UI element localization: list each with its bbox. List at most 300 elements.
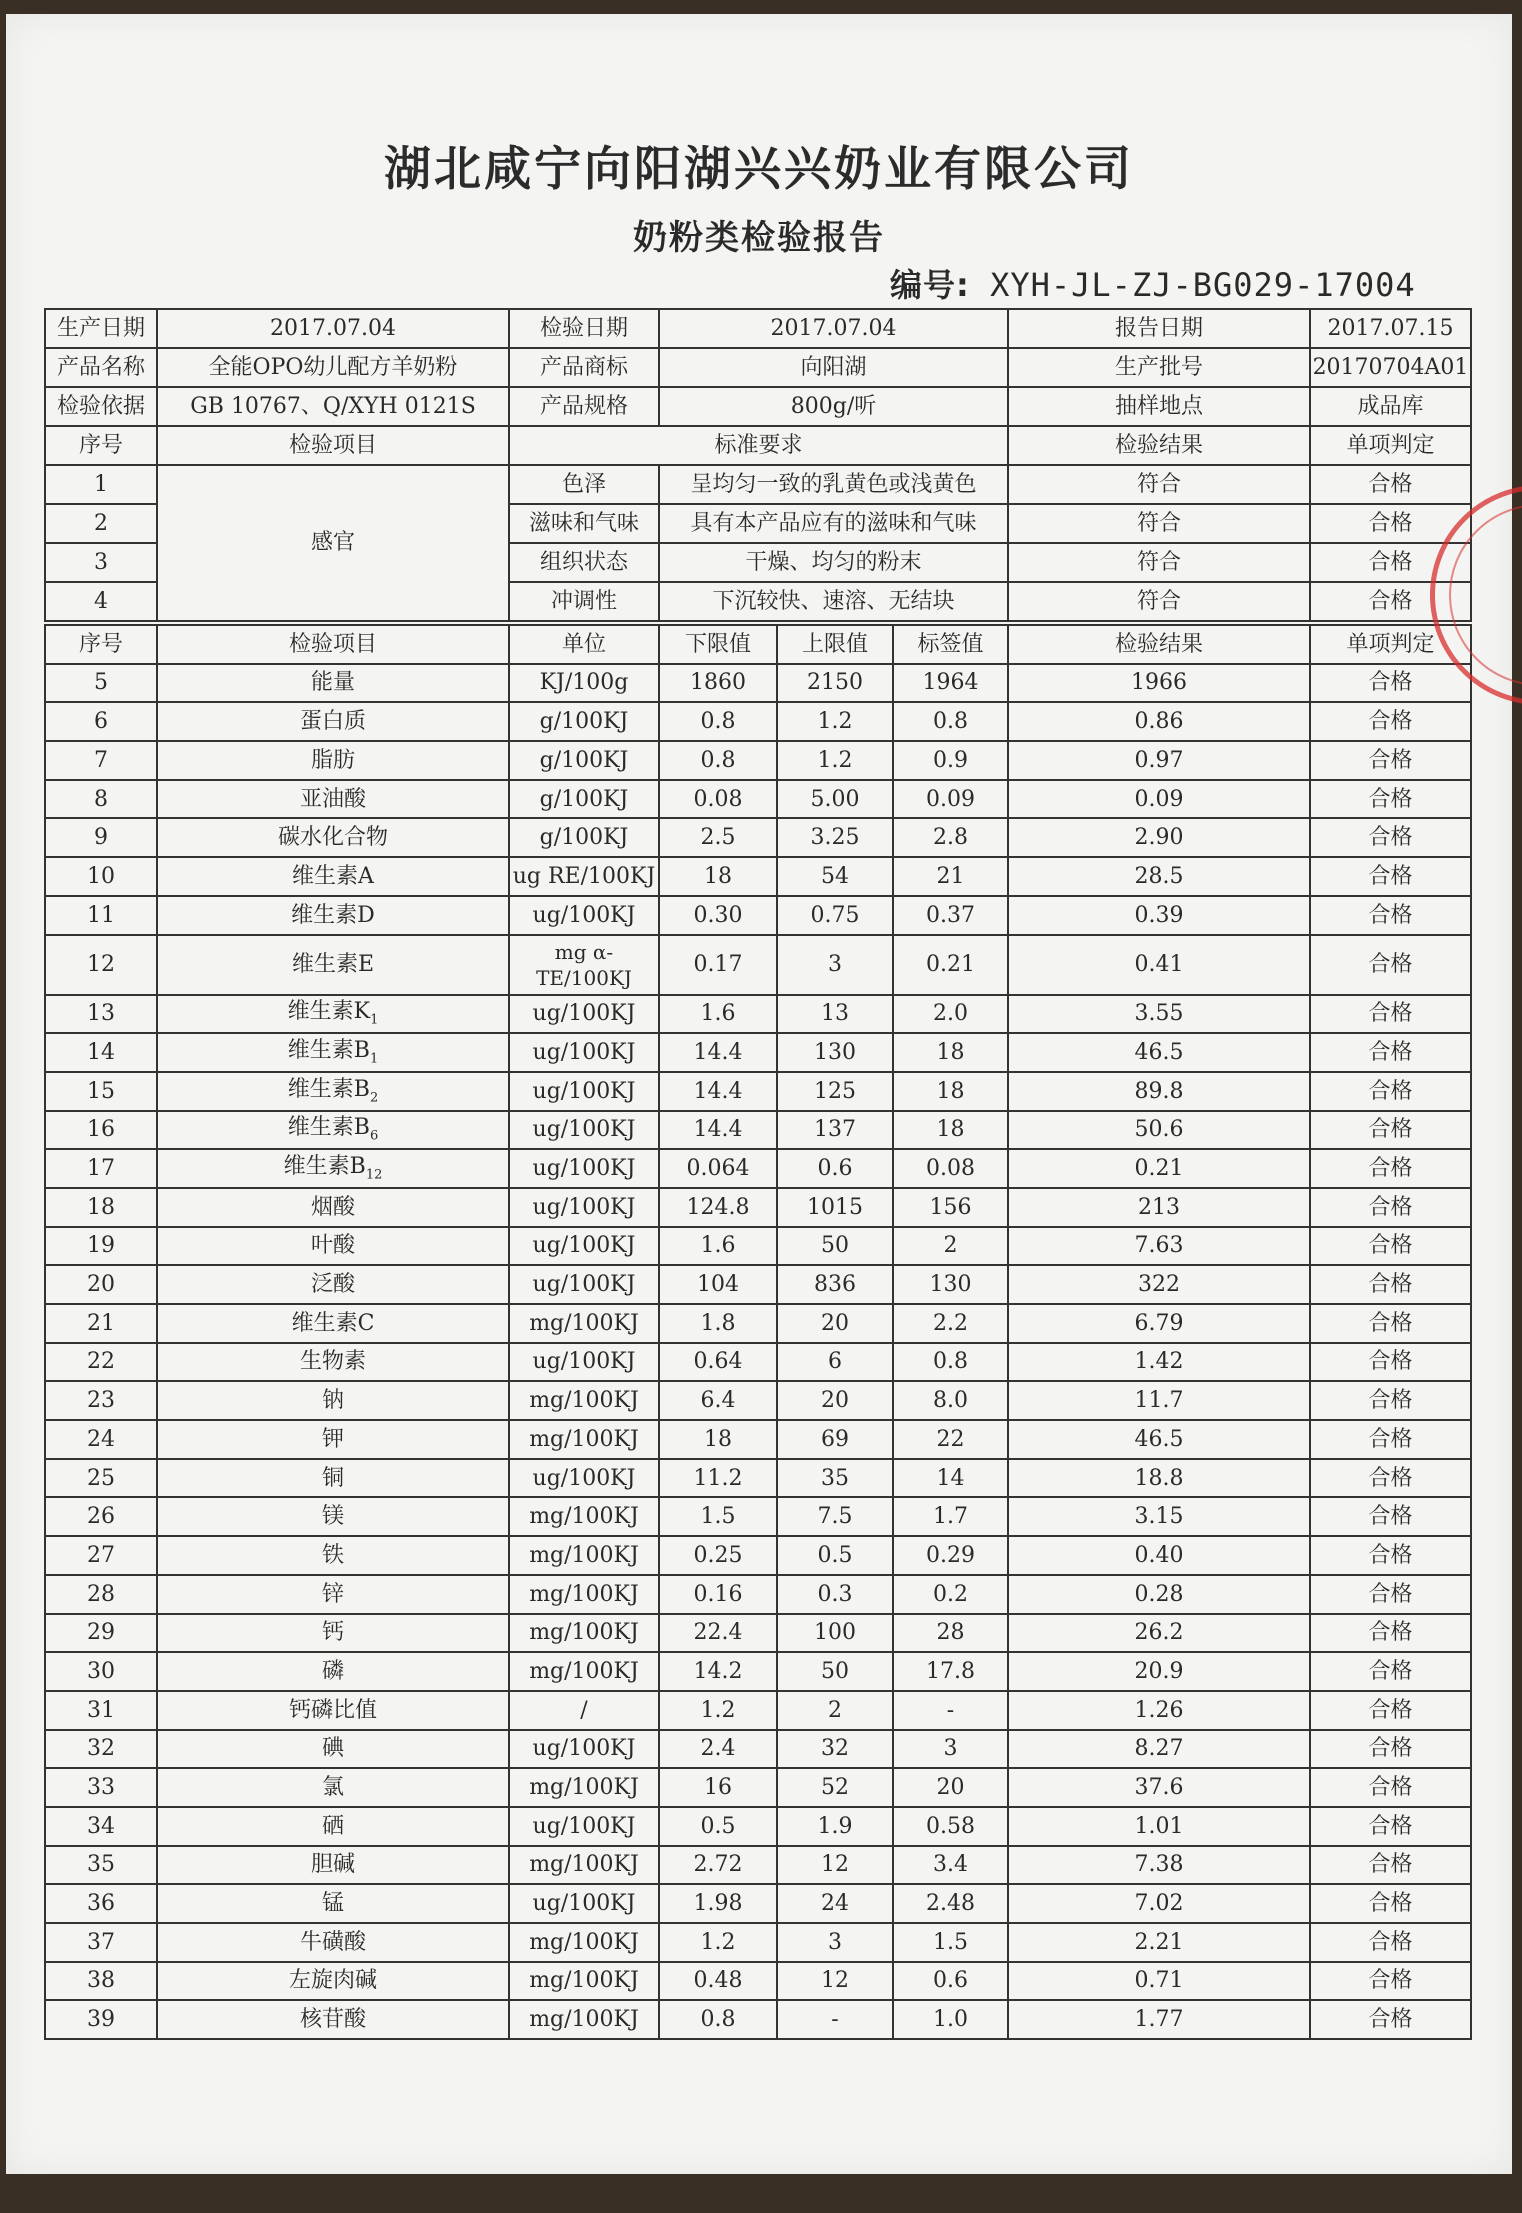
test-result: 7.02 [1008, 1884, 1310, 1923]
report-date-label: 报告日期 [1008, 309, 1310, 348]
verdict: 合格 [1310, 1149, 1471, 1188]
label-value: 2.48 [893, 1884, 1008, 1923]
row-number: 25 [45, 1459, 157, 1498]
upper-limit: 3 [777, 935, 893, 995]
label-value: 0.8 [893, 1343, 1008, 1382]
verdict: 合格 [1310, 1614, 1471, 1653]
upper-limit: 7.5 [777, 1497, 893, 1536]
nutrient-row [45, 1188, 1471, 1227]
test-result: 46.5 [1008, 1033, 1310, 1072]
label-value: 18 [893, 1072, 1008, 1111]
label-value: 0.2 [893, 1575, 1008, 1614]
sensory-requirement: 具有本产品应有的滋味和气味 [659, 504, 1008, 543]
label-value: 8.0 [893, 1381, 1008, 1420]
test-item [157, 857, 509, 896]
label-value: 0.37 [893, 896, 1008, 935]
lower-limit: 22.4 [659, 1614, 777, 1653]
lower-limit: 0.17 [659, 935, 777, 995]
upper-limit: 137 [777, 1111, 893, 1150]
upper-limit: 13 [777, 995, 893, 1034]
upper-limit: 52 [777, 1768, 893, 1807]
verdict: 合格 [1310, 995, 1471, 1034]
unit: mg/100KJ [509, 1575, 659, 1614]
verdict: 合格 [1310, 1962, 1471, 2001]
lower-limit: 1.2 [659, 1923, 777, 1962]
upper-limit: 130 [777, 1033, 893, 1072]
lower-limit: 0.25 [659, 1536, 777, 1575]
nutrient-row [45, 1846, 1471, 1885]
sensory-attribute: 滋味和气味 [509, 504, 659, 543]
test-item-name: 维生素B [287, 1076, 370, 1102]
upper-limit: 35 [777, 1459, 893, 1498]
row-number: 13 [45, 995, 157, 1034]
row-number: 15 [45, 1072, 157, 1111]
test-item [157, 702, 509, 741]
label-value: 28 [893, 1614, 1008, 1653]
nutrient-row [45, 995, 1471, 1034]
unit: mg/100KJ [509, 1381, 659, 1420]
nutrient-row [45, 1459, 1471, 1498]
upper-limit: 0.6 [777, 1149, 893, 1188]
label-value: 2.0 [893, 995, 1008, 1034]
upper-limit: 24 [777, 1884, 893, 1923]
serial-value: XYH-JL-ZJ-BG029-17004 [990, 266, 1416, 304]
info-row [45, 309, 1471, 348]
unit: g/100KJ [509, 741, 659, 780]
test-item [157, 1536, 509, 1575]
upper-limit: 20 [777, 1381, 893, 1420]
upper-limit: 2 [777, 1691, 893, 1730]
verdict: 合格 [1310, 780, 1471, 819]
test-result: 1.42 [1008, 1343, 1310, 1382]
company-name: 湖北咸宁向阳湖兴兴奶业有限公司 [384, 142, 1134, 197]
nutrient-row [45, 664, 1471, 703]
test-result: 2.21 [1008, 1923, 1310, 1962]
unit: ug/100KJ [509, 1730, 659, 1769]
test-item [157, 1614, 509, 1653]
row-number: 34 [45, 1807, 157, 1846]
label-value: 156 [893, 1188, 1008, 1227]
unit: mg/100KJ [509, 1768, 659, 1807]
lower-limit: 1.98 [659, 1884, 777, 1923]
test-item [157, 1033, 509, 1072]
lower-limit: 0.8 [659, 702, 777, 741]
test-result: 26.2 [1008, 1614, 1310, 1653]
lower-limit: 14.2 [659, 1652, 777, 1691]
row-number: 27 [45, 1536, 157, 1575]
upper-limit: 5.00 [777, 780, 893, 819]
test-result: 3.55 [1008, 995, 1310, 1034]
test-result: 1966 [1008, 664, 1310, 703]
report-paper [6, 14, 1512, 2174]
lower-limit: 1.2 [659, 1691, 777, 1730]
row-number: 39 [45, 2000, 157, 2039]
label-value: 20 [893, 1768, 1008, 1807]
verdict: 合格 [1310, 1304, 1471, 1343]
test-result: 0.39 [1008, 896, 1310, 935]
nutrient-row [45, 1033, 1471, 1072]
verdict: 合格 [1310, 935, 1471, 995]
unit: ug/100KJ [509, 995, 659, 1034]
col-header-result: 检验结果 [1008, 625, 1310, 664]
nutrient-row [45, 818, 1471, 857]
test-item-name: 碘 [321, 1736, 344, 1762]
test-item-name: 锌 [321, 1581, 344, 1607]
test-item-name: 铜 [321, 1465, 344, 1491]
info-row [45, 387, 1471, 426]
row-number: 4 [45, 582, 157, 621]
col-header-label: 标签值 [893, 625, 1008, 664]
report-title: 奶粉类检验报告 [633, 218, 885, 258]
unit: ug/100KJ [509, 1343, 659, 1382]
test-item-name: 维生素A [292, 863, 374, 889]
sensory-table [44, 308, 1472, 622]
unit: ug/100KJ [509, 1265, 659, 1304]
test-result: 0.86 [1008, 702, 1310, 741]
test-item [157, 741, 509, 780]
row-number: 19 [45, 1227, 157, 1266]
verdict: 合格 [1310, 1730, 1471, 1769]
verdict: 合格 [1310, 1111, 1471, 1150]
sensory-attribute: 冲调性 [509, 582, 659, 621]
test-item [157, 1265, 509, 1304]
lower-limit: 1.8 [659, 1304, 777, 1343]
upper-limit: 20 [777, 1304, 893, 1343]
test-result: 6.79 [1008, 1304, 1310, 1343]
lower-limit: 18 [659, 857, 777, 896]
report-date: 2017.07.15 [1310, 309, 1471, 348]
lower-limit: 2.5 [659, 818, 777, 857]
upper-limit: 1015 [777, 1188, 893, 1227]
unit: mg α-TE/100KJ [509, 935, 659, 995]
unit: ug/100KJ [509, 1459, 659, 1498]
lower-limit: 1.6 [659, 995, 777, 1034]
col-header-standard: 标准要求 [509, 426, 1008, 465]
verdict: 合格 [1310, 1768, 1471, 1807]
nutrient-row [45, 1536, 1471, 1575]
row-number: 12 [45, 935, 157, 995]
label-value: 2.8 [893, 818, 1008, 857]
verdict: 合格 [1310, 1072, 1471, 1111]
lower-limit: 0.64 [659, 1343, 777, 1382]
label-value: 2 [893, 1227, 1008, 1266]
test-result: 1.01 [1008, 1807, 1310, 1846]
nutrient-row [45, 702, 1471, 741]
nutrient-row [45, 1691, 1471, 1730]
label-value: 0.09 [893, 780, 1008, 819]
unit: ug/100KJ [509, 1149, 659, 1188]
test-item [157, 1188, 509, 1227]
verdict: 合格 [1310, 2000, 1471, 2039]
label-value: 130 [893, 1265, 1008, 1304]
verdict: 合格 [1310, 1884, 1471, 1923]
nutrient-row [45, 857, 1471, 896]
row-number: 38 [45, 1962, 157, 2001]
test-result: 1.26 [1008, 1691, 1310, 1730]
test-item-name: 生物素 [299, 1349, 366, 1375]
basis-label: 检验依据 [45, 387, 157, 426]
test-item-name: 核苷酸 [299, 2007, 366, 2033]
upper-limit: 50 [777, 1652, 893, 1691]
test-result: 0.40 [1008, 1536, 1310, 1575]
unit: mg/100KJ [509, 1420, 659, 1459]
test-item-name: 碳水化合物 [277, 825, 388, 851]
row-number: 2 [45, 504, 157, 543]
verdict: 合格 [1310, 1536, 1471, 1575]
lower-limit: 104 [659, 1265, 777, 1304]
test-item [157, 1072, 509, 1111]
verdict: 合格 [1310, 896, 1471, 935]
verdict: 合格 [1310, 741, 1471, 780]
verdict: 合格 [1310, 1652, 1471, 1691]
test-item-subscript: 1 [370, 1012, 379, 1028]
test-result: 0.09 [1008, 780, 1310, 819]
test-item-subscript: 6 [369, 1128, 379, 1144]
lower-limit: 2.4 [659, 1730, 777, 1769]
upper-limit: 836 [777, 1265, 893, 1304]
lower-limit: 0.30 [659, 896, 777, 935]
verdict: 合格 [1310, 582, 1471, 621]
unit: mg/100KJ [509, 1846, 659, 1885]
verdict: 合格 [1310, 1459, 1471, 1498]
test-item [157, 1420, 509, 1459]
lower-limit: 0.8 [659, 2000, 777, 2039]
label-value: 3.4 [893, 1846, 1008, 1885]
label-value: 17.8 [893, 1652, 1008, 1691]
unit: g/100KJ [509, 702, 659, 741]
test-item-name: 氯 [321, 1775, 344, 1801]
row-number: 33 [45, 1768, 157, 1807]
test-item-name: 磷 [321, 1658, 344, 1684]
test-item-name: 亚油酸 [299, 786, 366, 812]
test-item [157, 780, 509, 819]
batch: 20170704A01 [1310, 348, 1471, 387]
upper-limit: 0.5 [777, 1536, 893, 1575]
unit: g/100KJ [509, 818, 659, 857]
verdict: 合格 [1310, 702, 1471, 741]
unit: ug/100KJ [509, 1111, 659, 1150]
brand: 向阳湖 [659, 348, 1008, 387]
lower-limit: 1.5 [659, 1497, 777, 1536]
label-value: - [893, 1691, 1008, 1730]
test-result: 89.8 [1008, 1072, 1310, 1111]
lower-limit: 124.8 [659, 1188, 777, 1227]
col-header-max: 上限值 [777, 625, 893, 664]
verdict: 合格 [1310, 465, 1471, 504]
test-item [157, 1381, 509, 1420]
batch-label: 生产批号 [1008, 348, 1310, 387]
col-header-item: 检验项目 [157, 625, 509, 664]
row-number: 30 [45, 1652, 157, 1691]
test-item [157, 2000, 509, 2039]
row-number: 8 [45, 780, 157, 819]
lower-limit: 1.6 [659, 1227, 777, 1266]
upper-limit: 1.2 [777, 702, 893, 741]
nutrient-row [45, 2000, 1471, 2039]
verdict: 合格 [1310, 857, 1471, 896]
row-number: 32 [45, 1730, 157, 1769]
upper-limit: 125 [777, 1072, 893, 1111]
col-header-verdict: 单项判定 [1310, 426, 1471, 465]
lower-limit: 14.4 [659, 1072, 777, 1111]
nutrient-row [45, 1807, 1471, 1846]
unit: ug/100KJ [509, 1884, 659, 1923]
test-item-name: 维生素E [291, 951, 375, 977]
spec: 800g/听 [659, 387, 1008, 426]
verdict: 合格 [1310, 1343, 1471, 1382]
row-number: 17 [45, 1149, 157, 1188]
verdict: 合格 [1310, 1575, 1471, 1614]
nutrient-row [45, 1265, 1471, 1304]
production-date: 2017.07.04 [157, 309, 509, 348]
test-item [157, 896, 509, 935]
lower-limit: 0.16 [659, 1575, 777, 1614]
sensory-attribute: 组织状态 [509, 543, 659, 582]
verdict: 合格 [1310, 504, 1471, 543]
upper-limit: 6 [777, 1343, 893, 1382]
nutrient-table-body [45, 625, 1471, 2039]
unit: mg/100KJ [509, 1962, 659, 2001]
test-item-name: 钠 [321, 1388, 344, 1414]
verdict: 合格 [1310, 1497, 1471, 1536]
test-item-name: 维生素D [291, 902, 375, 928]
row-number: 29 [45, 1614, 157, 1653]
lower-limit: 2.72 [659, 1846, 777, 1885]
row-number: 36 [45, 1884, 157, 1923]
test-result: 0.21 [1008, 1149, 1310, 1188]
row-number: 22 [45, 1343, 157, 1382]
unit: ug/100KJ [509, 1033, 659, 1072]
product-name: 全能OPO幼儿配方羊奶粉 [157, 348, 509, 387]
nutrient-row [45, 1575, 1471, 1614]
test-item [157, 1884, 509, 1923]
col-header-unit: 单位 [509, 625, 659, 664]
test-result: 0.97 [1008, 741, 1310, 780]
unit: KJ/100g [509, 664, 659, 703]
label-value: 1964 [893, 664, 1008, 703]
row-number: 35 [45, 1846, 157, 1885]
nutrient-row [45, 1884, 1471, 1923]
test-result: 213 [1008, 1188, 1310, 1227]
test-item-name: 锰 [321, 1891, 344, 1917]
label-value: 1.5 [893, 1923, 1008, 1962]
unit: g/100KJ [509, 780, 659, 819]
info-and-sensory-body [45, 309, 1471, 621]
lower-limit: 0.5 [659, 1807, 777, 1846]
nutrient-row [45, 896, 1471, 935]
nutrient-row [45, 1614, 1471, 1653]
sensory-row [45, 465, 1471, 504]
verdict: 合格 [1310, 1265, 1471, 1304]
test-item-name: 钙 [321, 1620, 344, 1646]
lower-limit: 0.8 [659, 741, 777, 780]
col-header-verdict: 单项判定 [1310, 625, 1471, 664]
label-value: 3 [893, 1730, 1008, 1769]
unit: mg/100KJ [509, 1923, 659, 1962]
row-number: 23 [45, 1381, 157, 1420]
test-result: 11.7 [1008, 1381, 1310, 1420]
upper-limit: 12 [777, 1846, 893, 1885]
test-result: 1.77 [1008, 2000, 1310, 2039]
unit: mg/100KJ [509, 1497, 659, 1536]
lower-limit: 0.08 [659, 780, 777, 819]
test-item-name: 胆碱 [310, 1852, 355, 1878]
test-result: 符合 [1008, 543, 1310, 582]
verdict: 合格 [1310, 1691, 1471, 1730]
test-result: 7.63 [1008, 1227, 1310, 1266]
info-row [45, 348, 1471, 387]
upper-limit: 54 [777, 857, 893, 896]
nutrient-row [45, 1304, 1471, 1343]
test-item-name: 脂肪 [310, 747, 355, 773]
unit: mg/100KJ [509, 1652, 659, 1691]
row-number: 18 [45, 1188, 157, 1227]
test-item-name: 维生素C [291, 1310, 375, 1336]
upper-limit: 100 [777, 1614, 893, 1653]
verdict: 合格 [1310, 1923, 1471, 1962]
lower-limit: 6.4 [659, 1381, 777, 1420]
test-item-name: 钙磷比值 [288, 1697, 377, 1723]
row-number: 20 [45, 1265, 157, 1304]
test-result: 7.38 [1008, 1846, 1310, 1885]
nutrient-row [45, 1923, 1471, 1962]
test-result: 50.6 [1008, 1111, 1310, 1150]
upper-limit: 0.3 [777, 1575, 893, 1614]
row-number: 26 [45, 1497, 157, 1536]
nutrient-row [45, 1420, 1471, 1459]
upper-limit: 50 [777, 1227, 893, 1266]
unit: ug/100KJ [509, 896, 659, 935]
test-item-name: 维生素B [287, 1038, 370, 1064]
nutrient-row [45, 1227, 1471, 1266]
label-value: 2.2 [893, 1304, 1008, 1343]
col-header-item: 检验项目 [157, 426, 509, 465]
verdict: 合格 [1310, 818, 1471, 857]
label-value: 21 [893, 857, 1008, 896]
test-item-name: 维生素B [287, 1115, 370, 1141]
test-item [157, 1807, 509, 1846]
upper-limit: 32 [777, 1730, 893, 1769]
test-item [157, 664, 509, 703]
test-item [157, 1575, 509, 1614]
upper-limit: 1.2 [777, 741, 893, 780]
label-value: 0.58 [893, 1807, 1008, 1846]
upper-limit: - [777, 2000, 893, 2039]
label-value: 0.8 [893, 702, 1008, 741]
nutrient-row [45, 1072, 1471, 1111]
lower-limit: 16 [659, 1768, 777, 1807]
row-number: 21 [45, 1304, 157, 1343]
sensory-attribute: 色泽 [509, 465, 659, 504]
lower-limit: 1860 [659, 664, 777, 703]
label-value: 0.21 [893, 935, 1008, 995]
test-item [157, 1149, 509, 1188]
test-item [157, 1768, 509, 1807]
verdict: 合格 [1310, 1381, 1471, 1420]
test-item [157, 1227, 509, 1266]
test-item-name: 左旋肉碱 [288, 1968, 377, 1994]
test-item [157, 1497, 509, 1536]
test-item [157, 1343, 509, 1382]
test-item [157, 1304, 509, 1343]
unit: ug RE/100KJ [509, 857, 659, 896]
verdict: 合格 [1310, 543, 1471, 582]
product-name-label: 产品名称 [45, 348, 157, 387]
upper-limit: 3.25 [777, 818, 893, 857]
upper-limit: 2150 [777, 664, 893, 703]
test-item [157, 1923, 509, 1962]
test-result: 0.28 [1008, 1575, 1310, 1614]
